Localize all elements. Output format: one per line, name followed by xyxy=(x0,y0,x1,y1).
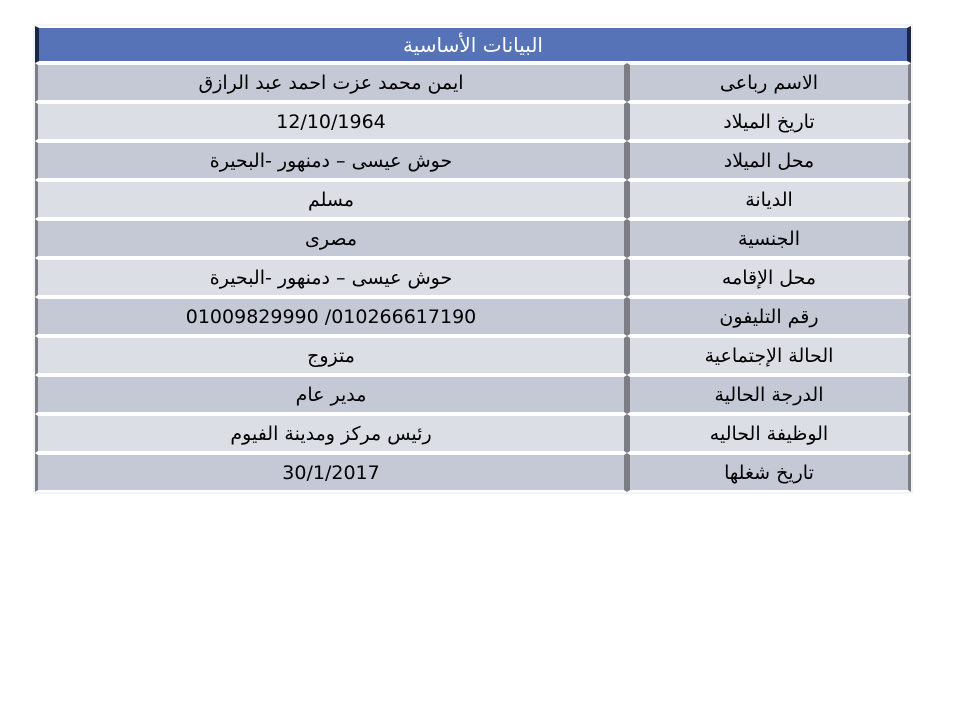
table-row-religion xyxy=(35,180,911,219)
table-row-marital-status xyxy=(35,336,911,375)
religion-label: الديانة xyxy=(627,180,911,219)
religion-value: مسلم xyxy=(35,180,627,219)
current-grade-value: مدير عام xyxy=(35,375,627,414)
table-row-residence xyxy=(35,258,911,297)
basic-info-table xyxy=(33,24,913,494)
table-row-full-name xyxy=(35,63,911,102)
start-date-label: تاريخ شغلها xyxy=(627,453,911,492)
table-row-nationality xyxy=(35,219,911,258)
current-grade-label: الدرجة الحالية xyxy=(627,375,911,414)
table-row-birth-place xyxy=(35,141,911,180)
nationality-value: مصرى xyxy=(35,219,627,258)
birth-date-label: تاريخ الميلاد xyxy=(627,102,911,141)
current-job-value: رئيس مركز ومدينة الفيوم xyxy=(35,414,627,453)
birth-place-label: محل الميلاد xyxy=(627,141,911,180)
full-name-value: ايمن محمد عزت احمد عبد الرازق xyxy=(35,63,627,102)
birth-date-value: 12/10/1964 xyxy=(35,102,627,141)
residence-value: حوش عيسى – دمنهور -البحيرة xyxy=(35,258,627,297)
table-row-current-job xyxy=(35,414,911,453)
marital-status-label: الحالة الإجتماعية xyxy=(627,336,911,375)
table-row-start-date xyxy=(35,453,911,492)
current-job-label: الوظيفة الحاليه xyxy=(627,414,911,453)
start-date-value: 30/1/2017 xyxy=(35,453,627,492)
table-row-current-grade xyxy=(35,375,911,414)
full-name-label: الاسم رباعى xyxy=(627,63,911,102)
phone-value: 010266617190/ 01009829990 xyxy=(35,297,627,336)
marital-status-value: متزوج xyxy=(35,336,627,375)
table-row-phone xyxy=(35,297,911,336)
birth-place-value: حوش عيسى – دمنهور -البحيرة xyxy=(35,141,627,180)
table-title: البيانات الأساسية xyxy=(35,26,911,63)
phone-label: رقم التليفون xyxy=(627,297,911,336)
residence-label: محل الإقامه xyxy=(627,258,911,297)
table-row-birth-date xyxy=(35,102,911,141)
nationality-label: الجنسية xyxy=(627,219,911,258)
